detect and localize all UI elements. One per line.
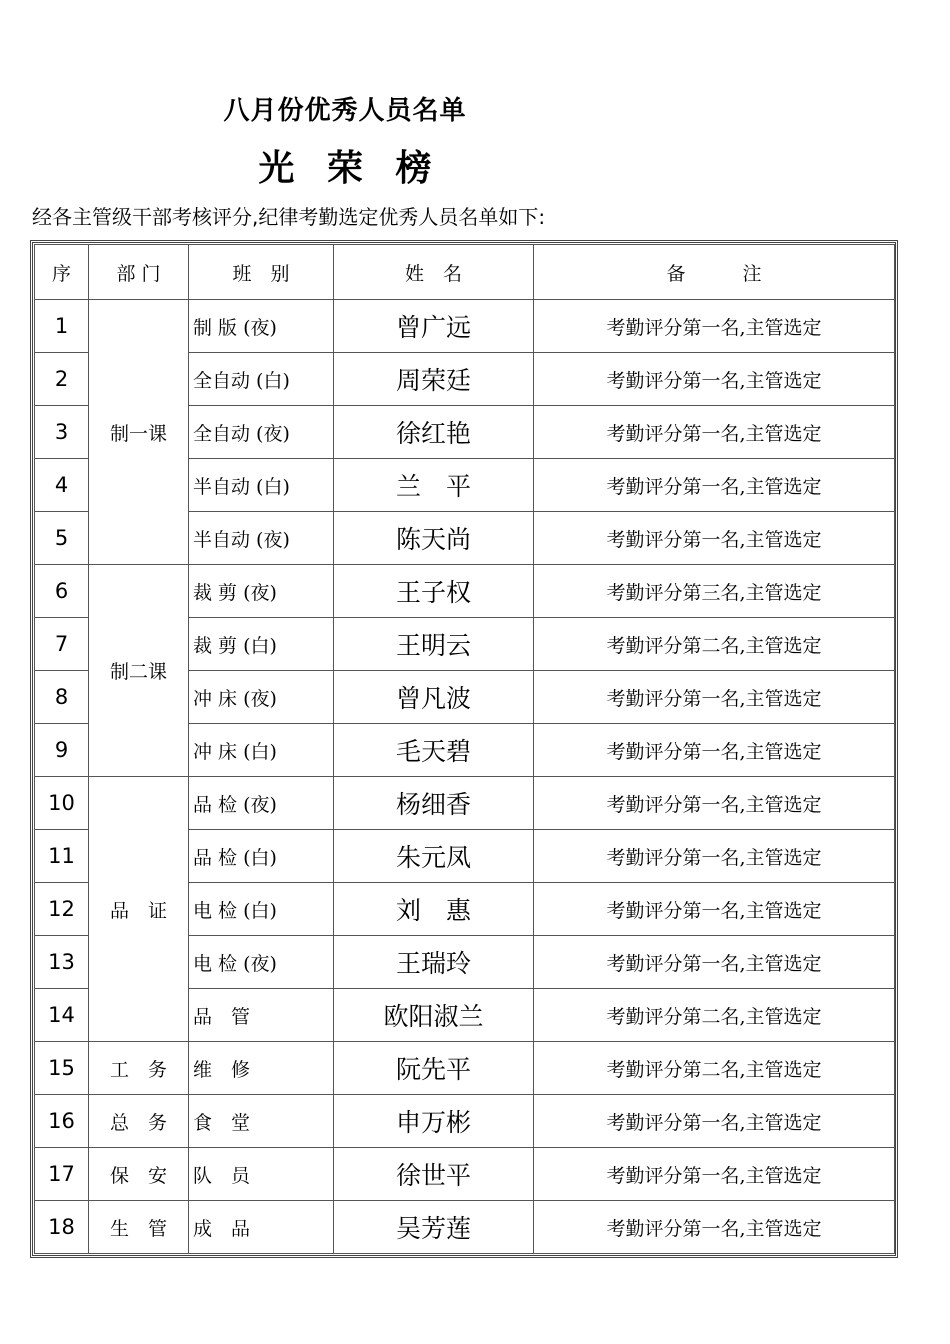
remark-cell: 考勤评分第一名,主管选定 bbox=[534, 300, 895, 353]
row-number: 17 bbox=[35, 1148, 89, 1201]
department-cell: 总 务 bbox=[89, 1095, 189, 1148]
shift-cell: 冲 床 (白) bbox=[189, 724, 334, 777]
employee-name: 周荣廷 bbox=[334, 353, 534, 406]
employee-name: 毛天碧 bbox=[334, 724, 534, 777]
table-row bbox=[35, 1095, 895, 1148]
remark-cell: 考勤评分第一名,主管选定 bbox=[534, 830, 895, 883]
table-row bbox=[35, 565, 895, 618]
row-number: 14 bbox=[35, 989, 89, 1042]
employee-name: 阮先平 bbox=[334, 1042, 534, 1095]
shift-cell: 品 管 bbox=[189, 989, 334, 1042]
row-number: 13 bbox=[35, 936, 89, 989]
row-number: 10 bbox=[35, 777, 89, 830]
shift-cell: 电 检 (白) bbox=[189, 883, 334, 936]
remark-cell: 考勤评分第一名,主管选定 bbox=[534, 883, 895, 936]
row-number: 7 bbox=[35, 618, 89, 671]
shift-cell: 裁 剪 (夜) bbox=[189, 565, 334, 618]
remark-cell: 考勤评分第一名,主管选定 bbox=[534, 406, 895, 459]
intro-text: 经各主管级干部考核评分,纪律考勤选定优秀人员名单如下: bbox=[32, 205, 546, 229]
row-number: 8 bbox=[35, 671, 89, 724]
shift-cell: 半自动 (白) bbox=[189, 459, 334, 512]
row-number: 11 bbox=[35, 830, 89, 883]
shift-cell: 维 修 bbox=[189, 1042, 334, 1095]
shift-cell: 裁 剪 (白) bbox=[189, 618, 334, 671]
row-number: 9 bbox=[35, 724, 89, 777]
employee-name: 曾凡波 bbox=[334, 671, 534, 724]
remark-cell: 考勤评分第二名,主管选定 bbox=[534, 618, 895, 671]
honor-roll-table bbox=[34, 244, 895, 1254]
department-cell: 制二课 bbox=[89, 565, 189, 777]
shift-cell: 制 版 (夜) bbox=[189, 300, 334, 353]
table-row bbox=[35, 777, 895, 830]
row-number: 12 bbox=[35, 883, 89, 936]
row-number: 18 bbox=[35, 1201, 89, 1254]
remark-cell: 考勤评分第三名,主管选定 bbox=[534, 565, 895, 618]
remark-cell: 考勤评分第一名,主管选定 bbox=[534, 777, 895, 830]
row-number: 1 bbox=[35, 300, 89, 353]
shift-cell: 半自动 (夜) bbox=[189, 512, 334, 565]
department-cell: 品 证 bbox=[89, 777, 189, 1042]
remark-cell: 考勤评分第一名,主管选定 bbox=[534, 936, 895, 989]
employee-name: 王明云 bbox=[334, 618, 534, 671]
employee-name: 刘 惠 bbox=[334, 883, 534, 936]
shift-cell: 品 检 (白) bbox=[189, 830, 334, 883]
remark-cell: 考勤评分第一名,主管选定 bbox=[534, 459, 895, 512]
remark-cell: 考勤评分第二名,主管选定 bbox=[534, 1042, 895, 1095]
table-row bbox=[35, 1148, 895, 1201]
employee-name: 吴芳莲 bbox=[334, 1201, 534, 1254]
header-note: 备 注 bbox=[534, 245, 895, 300]
shift-cell: 队 员 bbox=[189, 1148, 334, 1201]
subtitle: 八月份优秀人员名单 bbox=[223, 96, 467, 126]
row-number: 5 bbox=[35, 512, 89, 565]
page-title: 光 荣 榜 bbox=[258, 148, 442, 189]
row-number: 2 bbox=[35, 353, 89, 406]
row-number: 15 bbox=[35, 1042, 89, 1095]
department-cell: 生 管 bbox=[89, 1201, 189, 1254]
header-name: 姓 名 bbox=[334, 245, 534, 300]
row-number: 3 bbox=[35, 406, 89, 459]
shift-cell: 成 品 bbox=[189, 1201, 334, 1254]
employee-name: 曾广远 bbox=[334, 300, 534, 353]
shift-cell: 全自动 (白) bbox=[189, 353, 334, 406]
employee-name: 欧阳淑兰 bbox=[334, 989, 534, 1042]
shift-cell: 冲 床 (夜) bbox=[189, 671, 334, 724]
employee-name: 申万彬 bbox=[334, 1095, 534, 1148]
department-cell: 制一课 bbox=[89, 300, 189, 565]
remark-cell: 考勤评分第一名,主管选定 bbox=[534, 1201, 895, 1254]
remark-cell: 考勤评分第一名,主管选定 bbox=[534, 724, 895, 777]
employee-name: 兰 平 bbox=[334, 459, 534, 512]
row-number: 6 bbox=[35, 565, 89, 618]
remark-cell: 考勤评分第一名,主管选定 bbox=[534, 512, 895, 565]
row-number: 16 bbox=[35, 1095, 89, 1148]
shift-cell: 全自动 (夜) bbox=[189, 406, 334, 459]
header-dept: 部 门 bbox=[89, 245, 189, 300]
header-shift: 班 别 bbox=[189, 245, 334, 300]
employee-name: 徐世平 bbox=[334, 1148, 534, 1201]
remark-cell: 考勤评分第一名,主管选定 bbox=[534, 353, 895, 406]
shift-cell: 食 堂 bbox=[189, 1095, 334, 1148]
table-row bbox=[35, 1042, 895, 1095]
table-body bbox=[35, 300, 895, 1254]
table-row bbox=[35, 1201, 895, 1254]
remark-cell: 考勤评分第一名,主管选定 bbox=[534, 1095, 895, 1148]
shift-cell: 电 检 (夜) bbox=[189, 936, 334, 989]
department-cell: 保 安 bbox=[89, 1148, 189, 1201]
remark-cell: 考勤评分第一名,主管选定 bbox=[534, 1148, 895, 1201]
header-no: 序 bbox=[35, 245, 89, 300]
shift-cell: 品 检 (夜) bbox=[189, 777, 334, 830]
row-number: 4 bbox=[35, 459, 89, 512]
remark-cell: 考勤评分第一名,主管选定 bbox=[534, 671, 895, 724]
department-cell: 工 务 bbox=[89, 1042, 189, 1095]
employee-name: 徐红艳 bbox=[334, 406, 534, 459]
employee-name: 朱元凤 bbox=[334, 830, 534, 883]
remark-cell: 考勤评分第二名,主管选定 bbox=[534, 989, 895, 1042]
table-row bbox=[35, 300, 895, 353]
table-header-row bbox=[35, 245, 895, 300]
employee-name: 王瑞玲 bbox=[334, 936, 534, 989]
employee-name: 王子权 bbox=[334, 565, 534, 618]
employee-name: 陈天尚 bbox=[334, 512, 534, 565]
employee-name: 杨细香 bbox=[334, 777, 534, 830]
